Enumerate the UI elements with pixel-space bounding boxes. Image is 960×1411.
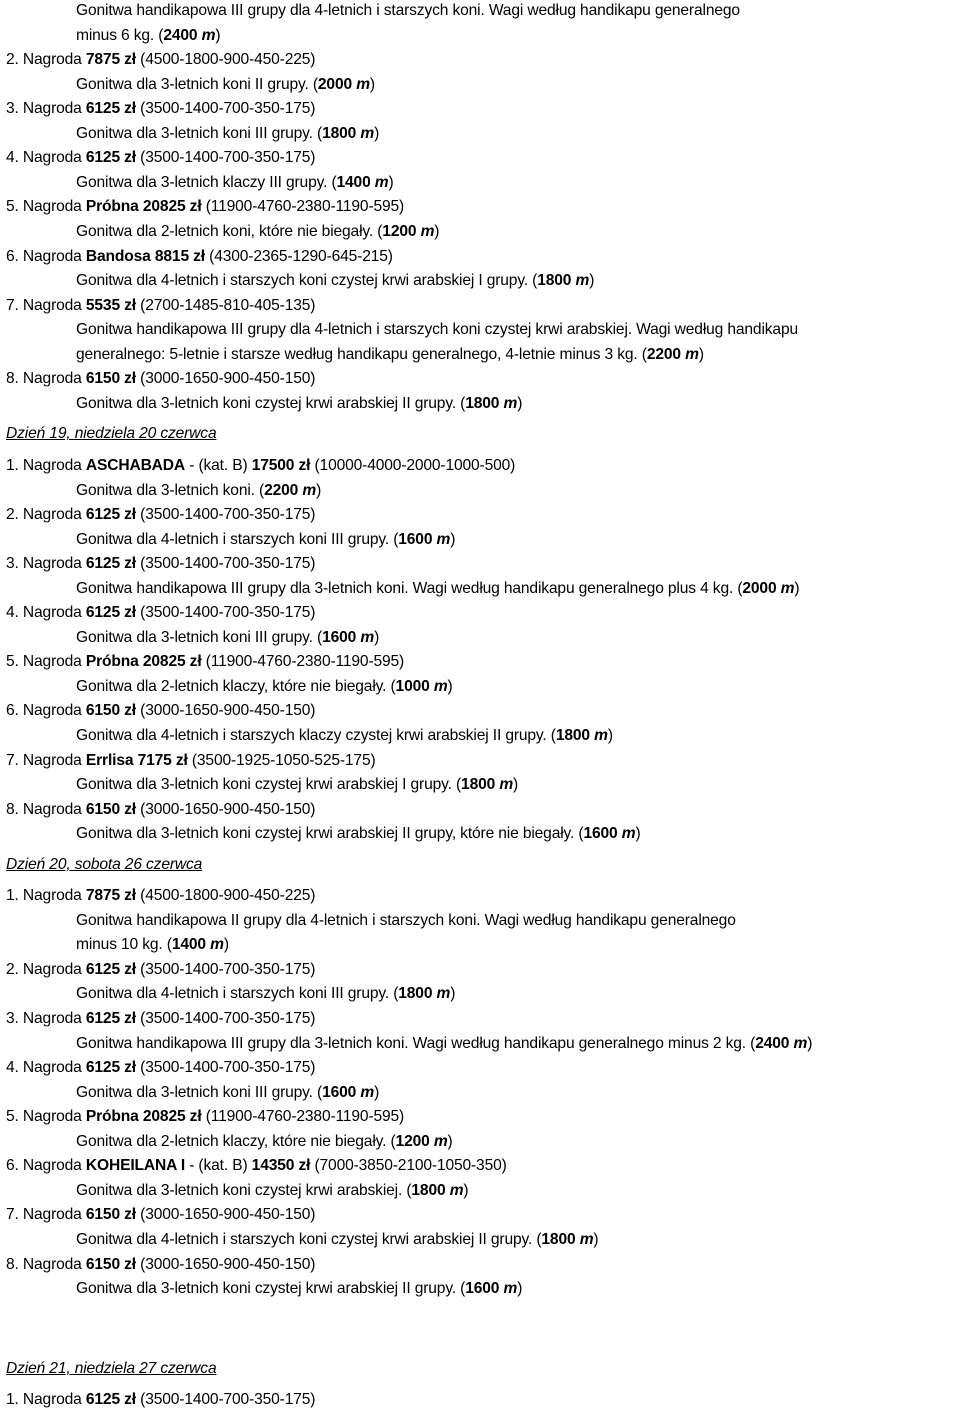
prize-line <box>6 295 315 317</box>
prize-number: 6. <box>6 1157 19 1175</box>
race-description <box>76 172 394 194</box>
distance-value: 2400 <box>163 26 198 44</box>
race-description <box>76 934 229 956</box>
prize-split: (4500-1800-900-450-225) <box>140 51 316 69</box>
distance-value: 2400 <box>755 1034 790 1052</box>
prize-number: 2. <box>6 506 19 523</box>
description-text: ) <box>388 173 394 191</box>
prize-label: Nagroda <box>22 751 82 769</box>
description-text: Gonitwa dla 4-letnich i starszych koni czystej krwi arabskiej II grupy. ( <box>76 1230 542 1248</box>
prize-line <box>6 700 315 722</box>
prize-line <box>6 1057 315 1079</box>
description-text: Gonitwa dla 3-letnich koni III grupy. ( <box>76 1083 323 1101</box>
race-description <box>76 578 799 600</box>
race-description <box>76 1229 598 1251</box>
distance-unit: m <box>793 1034 808 1052</box>
distance-value: 1800 <box>555 726 590 744</box>
prize-category: - (kat. B) <box>189 456 248 474</box>
prize-label: Nagroda <box>22 296 82 314</box>
prize-line <box>6 368 315 390</box>
race-description <box>76 1278 522 1300</box>
description-text: generalnego: 5-letnie i starsze według handikapu generalnego, 4-letnie minus 3 kg. ( <box>76 345 647 363</box>
prize-label: Nagroda <box>22 1206 82 1224</box>
race-description <box>76 393 522 415</box>
description-text: ) <box>374 628 380 646</box>
prize-label: Nagroda <box>22 1108 82 1126</box>
prize-amount: 6150 zł <box>85 800 136 818</box>
prize-amount: 6150 zł <box>85 702 136 720</box>
distance-unit: m <box>436 530 451 548</box>
day-heading-text: Dzień 21, niedziela 27 czerwca <box>6 1359 217 1377</box>
description-text: Gonitwa dla 3-letnich koni czystej krwi arabskiej II grupy, które nie biegały. ( <box>76 825 584 843</box>
prize-label: Nagroda <box>22 198 82 216</box>
prize-split: (3000-1650-900-450-150) <box>140 800 316 818</box>
distance-unit: m <box>503 1280 518 1297</box>
prize-name: Errlisa <box>85 751 134 769</box>
distance-unit: m <box>449 1181 464 1199</box>
prize-line <box>6 750 376 772</box>
prize-line <box>6 651 404 673</box>
distance-unit: m <box>201 26 216 44</box>
prize-line <box>6 504 315 526</box>
prize-split: (10000-4000-2000-1000-500) <box>314 456 516 474</box>
distance-value: 1600 <box>583 825 618 843</box>
description-text: Gonitwa handikapowa III grupy dla 4-letnich i starszych koni czystej krwi arabskiej. Wagi według handikapu <box>76 321 798 339</box>
distance-unit: m <box>433 1132 448 1150</box>
prize-line <box>6 98 315 120</box>
prize-amount: 6125 zł <box>85 1010 136 1027</box>
prize-amount: 20825 zł <box>142 198 202 216</box>
prize-number: 2. <box>6 51 19 69</box>
prize-line <box>6 1254 315 1276</box>
race-description <box>76 123 379 145</box>
prize-split: (11900-4760-2380-1190-595) <box>205 653 405 671</box>
prize-line <box>6 49 315 71</box>
prize-amount: 8815 zł <box>154 247 205 265</box>
prize-number: 3. <box>6 100 19 118</box>
distance-unit: m <box>780 579 795 597</box>
race-description <box>76 480 321 502</box>
distance-value: 1600 <box>465 1280 500 1297</box>
prize-number: 8. <box>6 1255 19 1273</box>
day-heading <box>6 423 216 445</box>
race-description <box>76 221 439 243</box>
description-text: ) <box>807 1034 813 1052</box>
prize-amount: 5535 zł <box>85 296 136 314</box>
prize-number: 5. <box>6 198 19 216</box>
distance-unit: m <box>499 776 514 793</box>
prize-amount: 6150 zł <box>85 1206 136 1224</box>
distance-unit: m <box>360 628 375 646</box>
description-text: Gonitwa dla 3-letnich klaczy III grupy. ( <box>76 173 337 191</box>
prize-amount: 6125 zł <box>85 1391 136 1409</box>
description-text: ) <box>450 530 456 548</box>
description-text: ) <box>374 124 380 142</box>
prize-number: 3. <box>6 555 19 573</box>
prize-line <box>6 196 404 218</box>
distance-value: 1600 <box>398 530 433 548</box>
prize-number: 6. <box>6 702 19 720</box>
day-heading <box>6 854 202 876</box>
description-text: Gonitwa handikapowa III grupy dla 4-letnich i starszych koni. Wagi według handikapu generalnego <box>76 2 740 19</box>
description-text: Gonitwa handikapowa III grupy dla 3-letnich koni. Wagi według handikapu generalnego plus 4 kg. ( <box>76 579 743 597</box>
prize-amount: 6125 zł <box>85 1059 136 1077</box>
distance-unit: m <box>374 173 389 191</box>
prize-label: Nagroda <box>22 1157 82 1175</box>
prize-label: Nagroda <box>22 604 82 622</box>
race-description <box>76 0 740 22</box>
distance-unit: m <box>420 223 435 240</box>
prize-number: 8. <box>6 370 19 388</box>
race-description <box>76 1131 453 1153</box>
prize-number: 4. <box>6 1059 19 1077</box>
description-text: Gonitwa handikapowa III grupy dla 3-letnich koni. Wagi według handikapu generalnego minus 2 kg. ( <box>76 1034 756 1052</box>
distance-value: 2000 <box>742 579 777 597</box>
prize-amount: 6150 zł <box>85 370 136 388</box>
prize-split: (3500-1925-1050-525-175) <box>191 751 376 769</box>
distance-value: 1800 <box>541 1230 576 1248</box>
prize-line <box>6 1389 315 1411</box>
description-text: ) <box>589 272 595 290</box>
prize-split: (3500-1400-700-350-175) <box>140 149 316 167</box>
description-text: ) <box>513 776 519 793</box>
distance-value: 1000 <box>395 677 430 695</box>
prize-name: Bandosa <box>85 247 151 265</box>
prize-amount: 6125 zł <box>85 960 136 978</box>
distance-value: 1800 <box>537 272 572 290</box>
prize-amount: 6125 zł <box>85 149 136 167</box>
prize-amount: 20825 zł <box>142 1108 202 1126</box>
description-text: Gonitwa dla 3-letnich koni czystej krwi arabskiej II grupy. ( <box>76 1280 466 1297</box>
description-text: Gonitwa dla 3-letnich koni czystej krwi arabskiej I grupy. ( <box>76 776 462 793</box>
prize-line <box>6 885 315 907</box>
prize-number: 7. <box>6 296 19 314</box>
prize-amount: 6125 zł <box>85 506 136 523</box>
description-text: ) <box>215 26 221 44</box>
description-text: ) <box>517 1280 523 1297</box>
prize-line <box>6 455 515 477</box>
prize-line <box>6 602 315 624</box>
day-heading-text: Dzień 19, niedziela 20 czerwca <box>6 425 217 443</box>
prize-split: (4300-2365-1290-645-215) <box>209 247 393 265</box>
prize-line <box>6 959 315 981</box>
prize-number: 2. <box>6 960 19 978</box>
day-heading-text: Dzień 20, sobota 26 czerwca <box>6 855 203 873</box>
prize-split: (3500-1400-700-350-175) <box>140 100 316 118</box>
prize-label: Nagroda <box>22 506 82 523</box>
distance-unit: m <box>621 825 636 843</box>
prize-split: (4500-1800-900-450-225) <box>140 887 316 905</box>
description-text: Gonitwa dla 3-letnich koni czystej krwi arabskiej II grupy. ( <box>76 394 466 412</box>
prize-split: (3000-1650-900-450-150) <box>140 1206 316 1224</box>
description-text: minus 10 kg. ( <box>76 936 172 954</box>
prize-number: 5. <box>6 1108 19 1126</box>
distance-unit: m <box>356 75 370 93</box>
description-text: Gonitwa dla 2-letnich koni, które nie biegały. ( <box>76 223 383 240</box>
description-text: ) <box>450 985 456 1003</box>
prize-category: - (kat. B) <box>189 1157 248 1175</box>
prize-line <box>6 1204 315 1226</box>
distance-value: 2200 <box>264 481 299 499</box>
description-text: Gonitwa dla 2-letnich klaczy, które nie biegały. ( <box>76 677 396 695</box>
description-text: Gonitwa dla 3-letnich koni czystej krwi arabskiej. ( <box>76 1181 412 1199</box>
distance-value: 1800 <box>322 124 357 142</box>
description-text: ) <box>223 936 229 954</box>
prize-number: 3. <box>6 1010 19 1027</box>
description-text: ) <box>447 1132 453 1150</box>
distance-value: 1600 <box>322 628 357 646</box>
prize-amount: 6150 zł <box>85 1255 136 1273</box>
race-description <box>76 1082 379 1104</box>
prize-split: (3000-1650-900-450-150) <box>140 370 316 388</box>
prize-split: (11900-4760-2380-1190-595) <box>205 198 405 216</box>
distance-value: 1800 <box>398 985 433 1003</box>
distance-value: 2200 <box>646 345 681 363</box>
distance-value: 1600 <box>322 1083 357 1101</box>
prize-line <box>6 799 315 821</box>
prize-split: (7000-3850-2100-1050-350) <box>314 1157 507 1175</box>
description-text: ) <box>794 579 800 597</box>
description-text: ) <box>374 1083 380 1101</box>
prize-split: (3500-1400-700-350-175) <box>140 506 316 523</box>
prize-split: (3500-1400-700-350-175) <box>140 604 316 622</box>
prize-line <box>6 553 315 575</box>
prize-number: 1. <box>6 1391 19 1409</box>
prize-number: 5. <box>6 653 19 671</box>
prize-split: (3500-1400-700-350-175) <box>140 1391 316 1409</box>
description-text: Gonitwa dla 3-letnich koni III grupy. ( <box>76 628 323 646</box>
prize-split: (3500-1400-700-350-175) <box>140 960 316 978</box>
description-text: ) <box>593 1230 599 1248</box>
prize-amount: 6125 zł <box>85 604 136 622</box>
race-description <box>76 1180 468 1202</box>
prize-number: 8. <box>6 800 19 818</box>
prize-name: Próbna <box>85 1108 139 1126</box>
prize-label: Nagroda <box>22 960 82 978</box>
prize-split: (3000-1650-900-450-150) <box>140 1255 316 1273</box>
race-description <box>76 676 453 698</box>
prize-amount: 6125 zł <box>85 100 136 118</box>
race-description <box>76 1033 812 1055</box>
prize-label: Nagroda <box>22 370 82 388</box>
race-description <box>76 344 704 366</box>
race-description <box>76 725 613 747</box>
distance-value: 1200 <box>382 223 417 240</box>
prize-label: Nagroda <box>22 1059 82 1077</box>
prize-number: 7. <box>6 751 19 769</box>
distance-value: 1800 <box>465 394 500 412</box>
race-description <box>76 983 455 1005</box>
prize-number: 4. <box>6 604 19 622</box>
race-description <box>76 529 455 551</box>
prize-amount: 17500 zł <box>251 456 311 474</box>
distance-unit: m <box>575 272 590 290</box>
prize-amount: 7875 zł <box>85 51 136 69</box>
distance-unit: m <box>302 481 317 499</box>
description-text: Gonitwa handikapowa II grupy dla 4-letnich i starszych koni. Wagi według handikapu generalnego <box>76 911 736 929</box>
description-text: Gonitwa dla 4-letnich i starszych koni III grupy. ( <box>76 985 399 1003</box>
description-text: Gonitwa dla 3-letnich koni II grupy. ( <box>76 75 318 93</box>
prize-line <box>6 1008 315 1030</box>
prize-split: (2700-1485-810-405-135) <box>140 296 316 314</box>
race-description <box>76 270 594 292</box>
distance-value: 1400 <box>336 173 371 191</box>
prize-amount: 6125 zł <box>85 555 136 573</box>
distance-unit: m <box>360 124 375 142</box>
prize-label: Nagroda <box>22 1010 82 1027</box>
description-text: Gonitwa dla 3-letnich koni III grupy. ( <box>76 124 323 142</box>
description-text: ) <box>517 394 523 412</box>
prize-amount: 14350 zł <box>251 1157 311 1175</box>
race-description <box>76 319 798 341</box>
prize-split: (11900-4760-2380-1190-595) <box>205 1108 405 1126</box>
day-heading <box>6 1358 216 1380</box>
prize-label: Nagroda <box>22 51 82 69</box>
distance-unit: m <box>360 1083 375 1101</box>
distance-unit: m <box>579 1230 594 1248</box>
race-description <box>76 823 640 845</box>
prize-label: Nagroda <box>22 1391 82 1409</box>
prize-name: Próbna <box>85 653 139 671</box>
prize-split: (3500-1400-700-350-175) <box>140 1010 316 1027</box>
distance-value: 1400 <box>171 936 206 954</box>
prize-label: Nagroda <box>22 555 82 573</box>
prize-label: Nagroda <box>22 247 82 265</box>
prize-label: Nagroda <box>22 100 82 118</box>
prize-number: 6. <box>6 247 19 265</box>
description-text: ) <box>698 345 704 363</box>
distance-unit: m <box>503 394 518 412</box>
distance-value: 1800 <box>461 776 496 793</box>
distance-unit: m <box>685 345 699 363</box>
prize-split: (3500-1400-700-350-175) <box>140 1059 316 1077</box>
description-text: ) <box>463 1181 469 1199</box>
distance-unit: m <box>594 726 608 744</box>
distance-unit: m <box>210 936 224 954</box>
prize-name: KOHEILANA I <box>85 1157 186 1175</box>
description-text: Gonitwa dla 2-letnich klaczy, które nie biegały. ( <box>76 1132 396 1150</box>
description-text: ) <box>607 726 613 744</box>
prize-number: 1. <box>6 456 19 474</box>
prize-line <box>6 1155 507 1177</box>
race-description <box>76 910 736 932</box>
prize-amount: 20825 zł <box>142 653 202 671</box>
race-description <box>76 774 518 796</box>
prize-line <box>6 147 315 169</box>
prize-line <box>6 246 393 268</box>
prize-label: Nagroda <box>22 149 82 167</box>
distance-value: 1800 <box>411 1181 446 1199</box>
prize-number: 1. <box>6 887 19 905</box>
prize-label: Nagroda <box>22 800 82 818</box>
prize-label: Nagroda <box>22 887 82 905</box>
prize-amount: 7875 zł <box>85 887 136 905</box>
prize-number: 7. <box>6 1206 19 1224</box>
description-text: Gonitwa dla 3-letnich koni. ( <box>76 481 265 499</box>
prize-label: Nagroda <box>22 456 82 474</box>
distance-value: 2000 <box>317 75 352 93</box>
prize-name: Próbna <box>85 198 139 216</box>
race-description <box>76 627 379 649</box>
description-text: ) <box>369 75 375 93</box>
description-text: Gonitwa dla 4-letnich i starszych koni czystej krwi arabskiej I grupy. ( <box>76 272 538 290</box>
description-text: Gonitwa dla 4-letnich i starszych koni III grupy. ( <box>76 530 399 548</box>
prize-split: (3000-1650-900-450-150) <box>140 702 316 720</box>
distance-value: 1200 <box>395 1132 430 1150</box>
description-text: ) <box>447 677 453 695</box>
prize-line <box>6 1106 404 1128</box>
description-text: minus 6 kg. ( <box>76 26 164 44</box>
distance-unit: m <box>433 677 448 695</box>
description-text: ) <box>434 223 440 240</box>
race-description <box>76 25 220 47</box>
prize-name: ASCHABADA <box>85 456 186 474</box>
prize-label: Nagroda <box>22 702 82 720</box>
prize-label: Nagroda <box>22 653 82 671</box>
prize-split: (3500-1400-700-350-175) <box>140 555 316 573</box>
description-text: ) <box>635 825 641 843</box>
distance-unit: m <box>436 985 451 1003</box>
race-description <box>76 74 375 96</box>
description-text: Gonitwa dla 4-letnich i starszych klaczy czystej krwi arabskiej II grupy. ( <box>76 726 556 744</box>
description-text: ) <box>316 481 322 499</box>
prize-amount: 7175 zł <box>137 751 188 769</box>
prize-label: Nagroda <box>22 1255 82 1273</box>
prize-number: 4. <box>6 149 19 167</box>
